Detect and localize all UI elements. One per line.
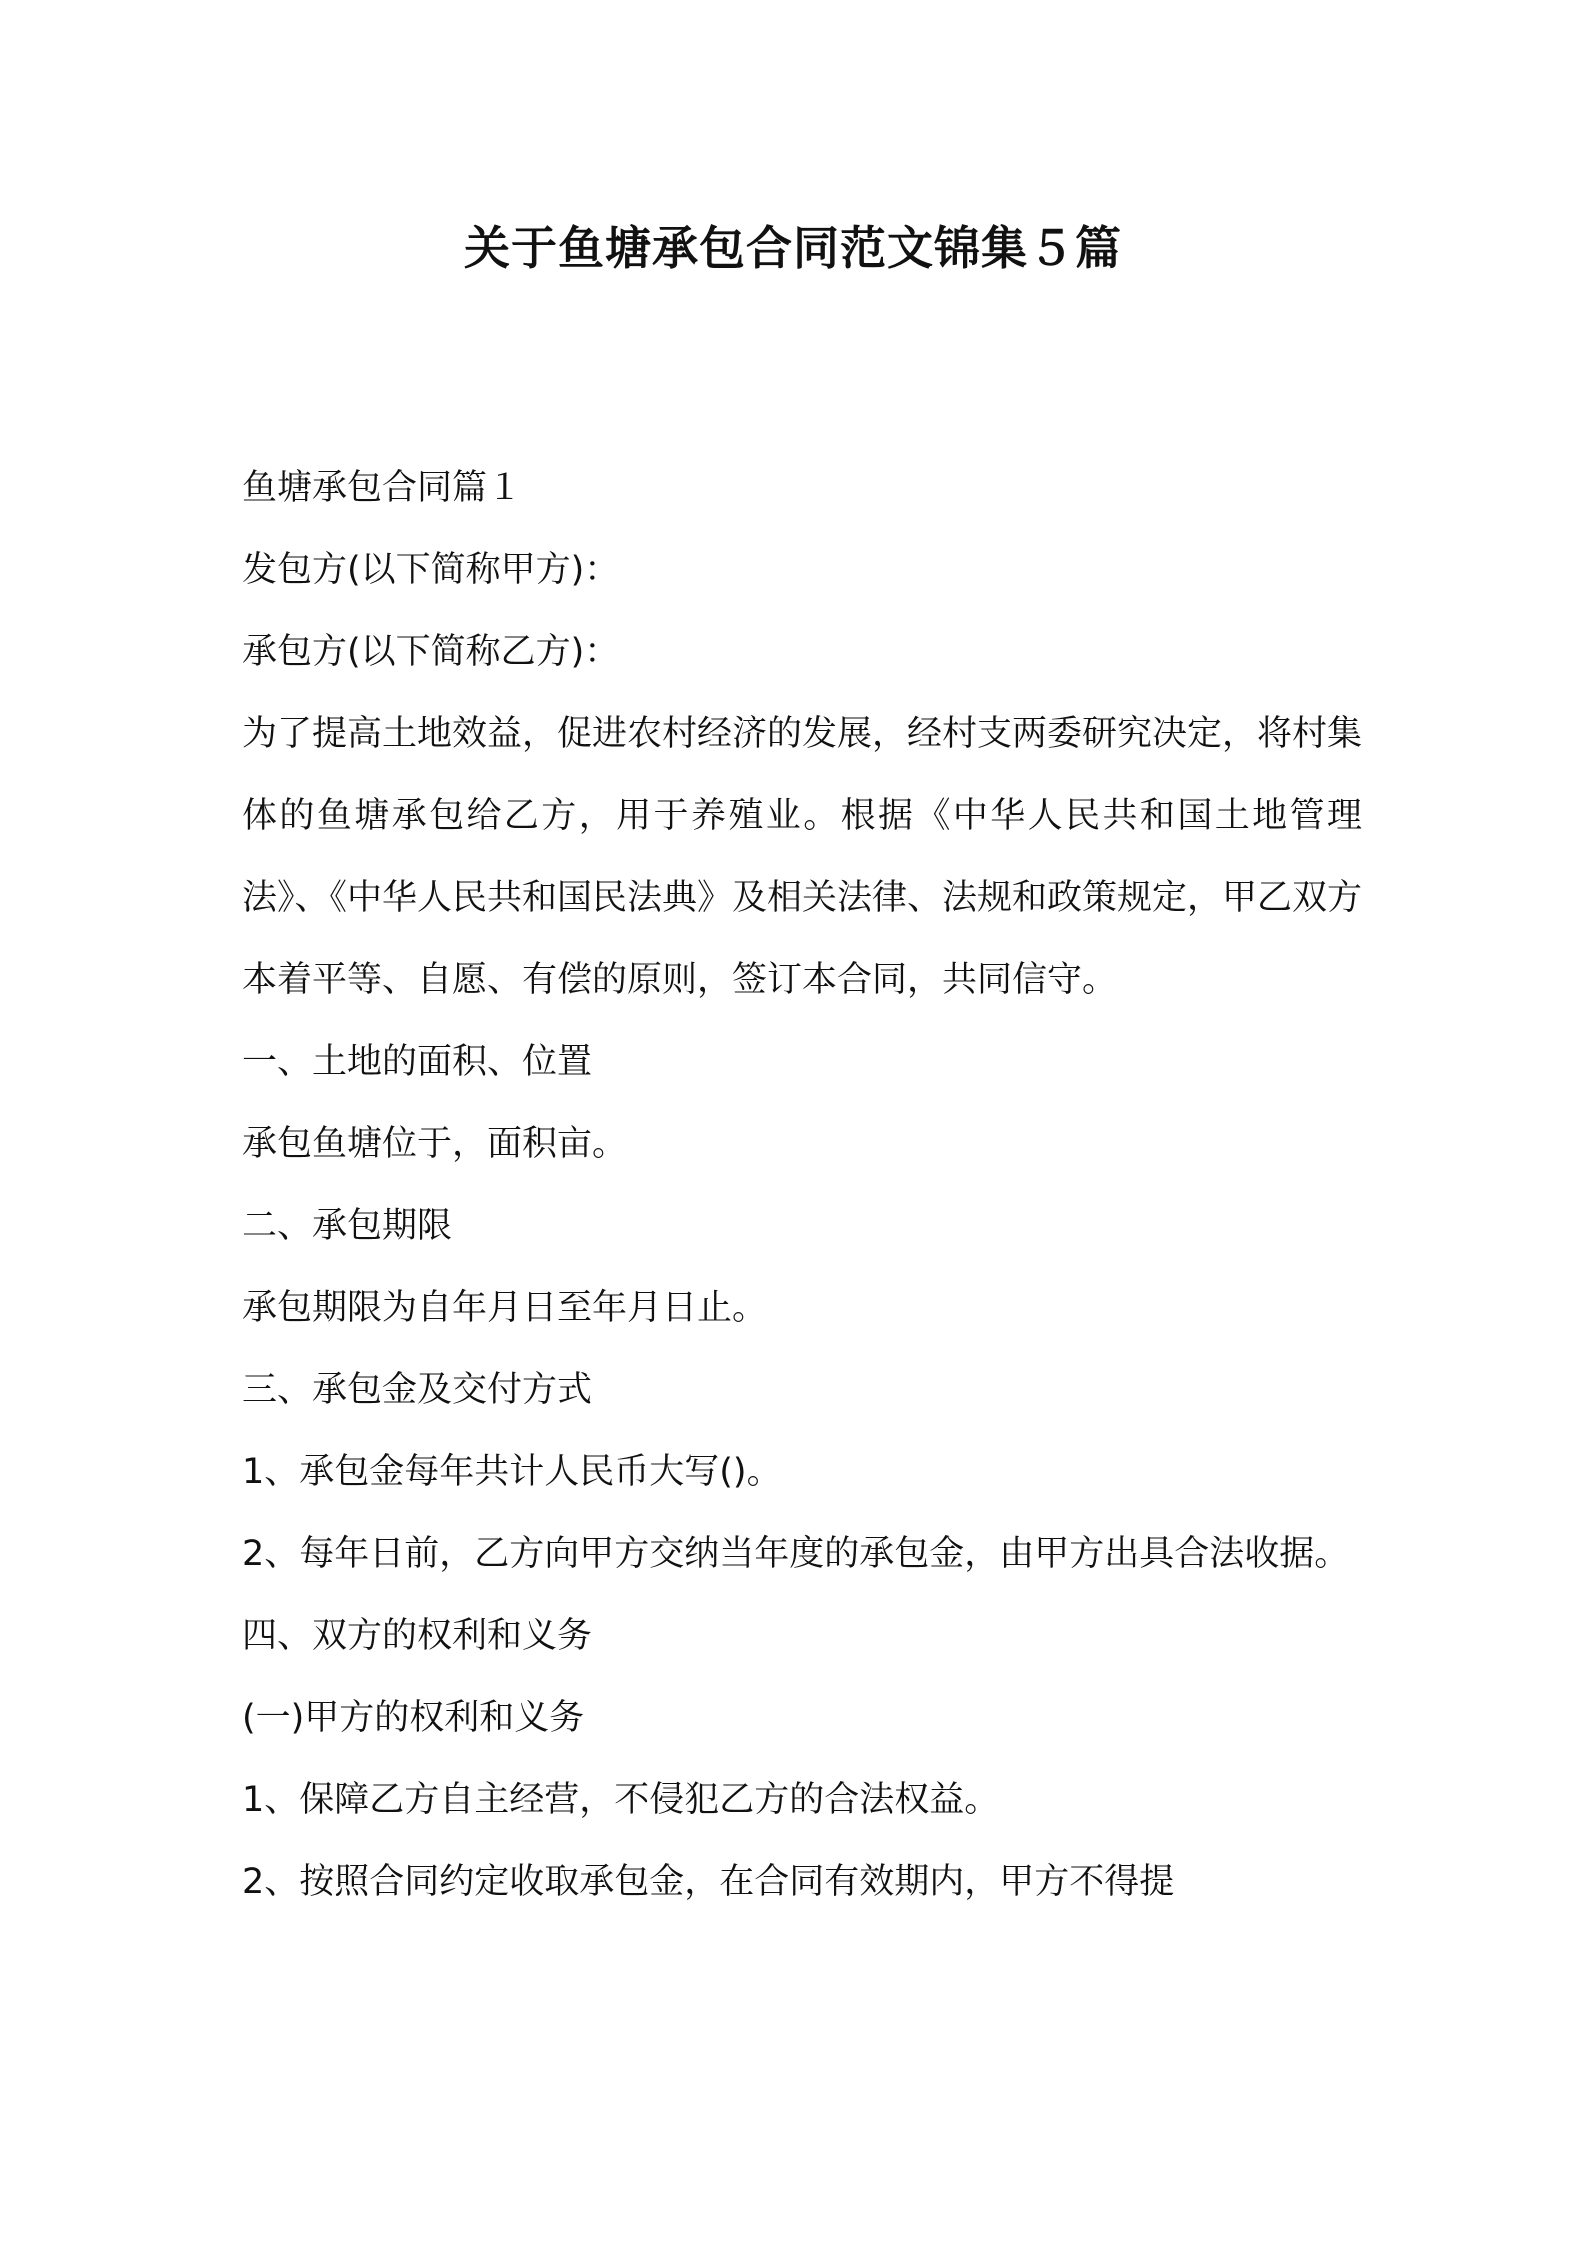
document-body [242,447,1362,1923]
clause-item: 1、保障乙方自主经营，不侵犯乙方的合法权益。 [242,1780,1000,1820]
clause-item: 1、承包金每年共计人民币大写()。 [242,1452,782,1492]
clause-heading: 四、双方的权利和义务 [242,1616,593,1656]
clause-heading: 一、土地的面积、位置 [242,1042,593,1082]
clause-heading: 三、承包金及交付方式 [242,1370,593,1410]
party-a-line: 发包方(以下简称甲方)： [242,550,620,590]
preamble-paragraph: 为了提高土地效益，促进农村经济的发展，经村支两委研究决定，将村集体的鱼塘承包给乙方，用于养殖业。根据《中华人民共和国土地管理法》、《中华人民共和国民法典》及相关法律、法规和政策规定，甲乙双方本着平等、自愿、有偿的原则，签订本合同，共同信守。 [242,714,1363,1000]
clause-heading: 二、承包期限 [242,1206,453,1246]
party-b-line: 承包方(以下简称乙方)： [242,632,620,672]
clause-item: 2、每年日前，乙方向甲方交纳当年度的承包金，由甲方出具合法收据。 [242,1534,1350,1574]
clause-text: 承包鱼塘位于，面积亩。 [242,1124,628,1164]
clause-text: 承包期限为自年月日至年月日止。 [242,1288,768,1328]
document-title: 关于鱼塘承包合同范文锦集５篇 [464,221,1122,275]
clause-item: 2、按照合同约定收取承包金，在合同有效期内，甲方不得提 [242,1862,1175,1902]
sub-clause-heading: (一)甲方的权利和义务 [242,1698,585,1738]
section-heading: 鱼塘承包合同篇１ [242,468,523,508]
